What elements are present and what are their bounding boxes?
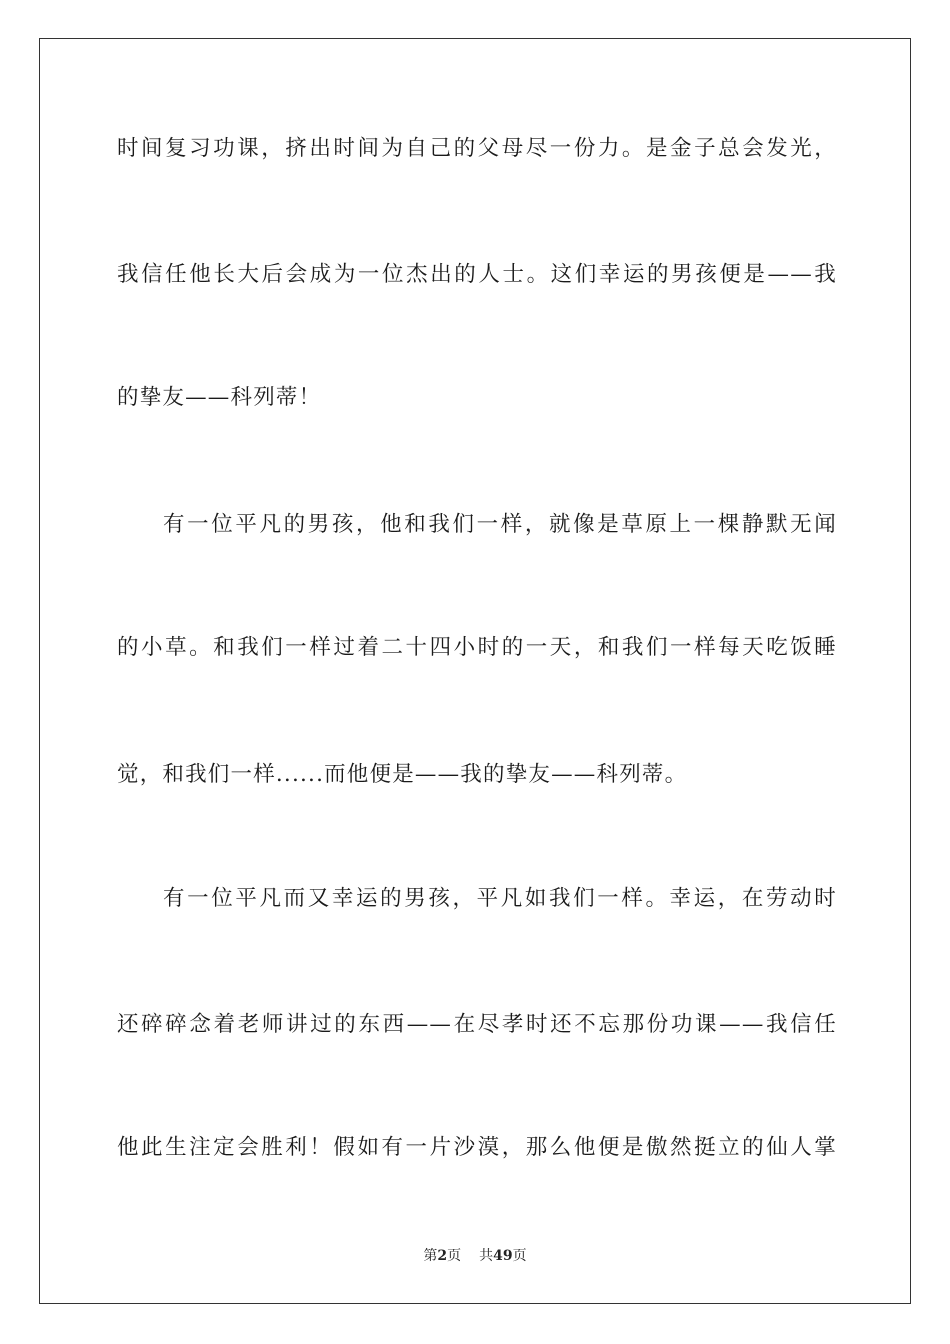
total-pages: 49: [493, 1248, 513, 1264]
total-label-prefix: 共: [479, 1248, 494, 1264]
body-text-line: 他此生注定会胜利！假如有一片沙漠，那么他便是傲然挺立的仙人掌: [117, 1135, 837, 1160]
page-footer: [0, 1244, 950, 1268]
total-label-suffix: 页: [512, 1248, 527, 1264]
body-text-line: 的挚友——科列蒂！: [117, 385, 322, 410]
page-label-suffix: 页: [447, 1248, 462, 1264]
body-text-line: 还碎碎念着老师讲过的东西——在尽孝时还不忘那份功课——我信任: [117, 1012, 837, 1037]
body-text-line: 觉，和我们一样......而他便是——我的挚友——科列蒂。: [117, 762, 688, 787]
page-border: [39, 38, 911, 1304]
page-number: 2: [437, 1248, 448, 1264]
paragraph-first-line: 有一位平凡的男孩，他和我们一样，就像是草原上一棵静默无闻: [163, 512, 837, 537]
body-text-line: 时间复习功课，挤出时间为自己的父母尽一份力。是金子总会发光，: [117, 136, 837, 161]
body-text-line: 我信任他长大后会成为一位杰出的人士。这们幸运的男孩便是——我: [117, 262, 837, 287]
paragraph-first-line: 有一位平凡而又幸运的男孩，平凡如我们一样。幸运，在劳动时: [163, 886, 837, 911]
body-text-line: 的小草。和我们一样过着二十四小时的一天，和我们一样每天吃饭睡: [117, 635, 837, 660]
page-label-prefix: 第: [423, 1248, 438, 1264]
